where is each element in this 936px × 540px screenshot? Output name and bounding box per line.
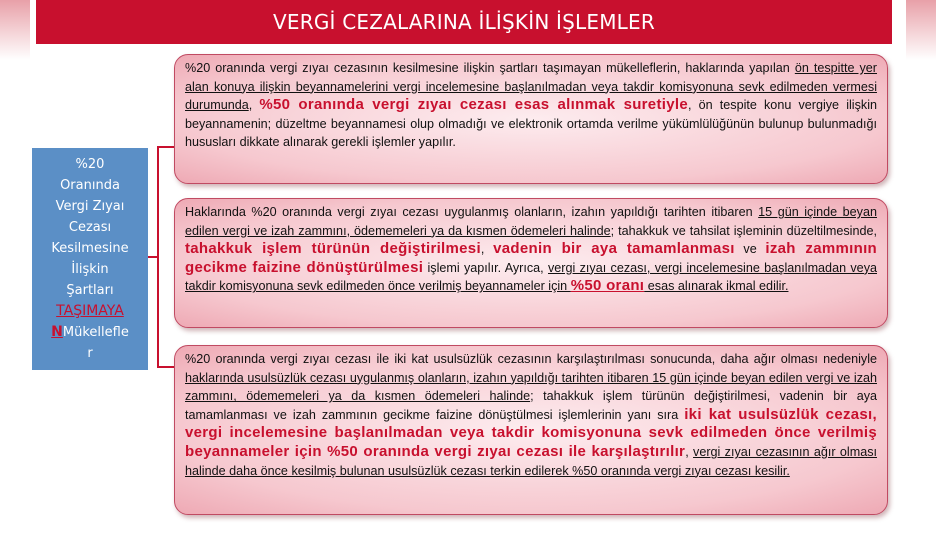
card-text: , ön tespite konu vergiye ilişkin beyannamenin; düzeltme beyannamesi olup olmadığı ve elektronik ortamda verilme yükümlülüğünün bulunup bulunmadığı hususları dikkate alınarak gerekli işlemler yapılır. — [185, 98, 877, 150]
card-text: %20 oranında vergi zıyaı cezası ile iki kat usulsüzlük cezasının karşılaştırılması sonucunda, daha ağır olması nedeniyle — [185, 352, 877, 366]
card-text-emphasis: iki kat usulsüzlük cezası, vergi incelemesine başlanılmadan veya takdir komisyonuna sevk edilmeden önce verilmiş beyannameler için %50 oranında vergi zıyaı cezası ile karşılaştırılır — [185, 405, 877, 460]
slide-title — [36, 0, 892, 44]
card-text: Haklarında %20 oranında vergi zıyaı cezası uygulanmış olanların, izahın yapıldığı tarihten itibaren — [185, 205, 759, 219]
card-text-emphasis: %50 oranında vergi zıyaı cezası esas alınmak suretiyle — [259, 96, 688, 114]
card-text-underlined: vergi zıyaı cezasının ağır olması halinde daha önce kesilmiş bulunan usulsüzlük cezası terkin edilerek %50 oranında vergi zıyaı cezası kesilir. — [185, 444, 877, 478]
topic-box — [32, 148, 148, 370]
card-text: ; tahakkuk işlem türünün değiştirilmesi, vadenin bir aya tamamlanması ve izah zammının gecikme faizine dönüştülmesi işlemlerinin yanı sıra — [185, 389, 878, 422]
info-card-1 — [174, 54, 888, 184]
topic-line-mukellef — [32, 322, 148, 343]
card-text-underlined: haklarında usulsüzlük cezası uygulanmış olanların, izahın yapıldığı tarihten itibaren 15 gün içinde beyan edilen vergi ve izah zammını, ödememeleri ya da kısmen ödemeleri halinde — [185, 370, 877, 404]
card-text-emphasis: izah zammının gecikme faizine dönüştürülmesi — [185, 240, 877, 276]
topic-line: Kesilmesine — [51, 241, 129, 256]
card-text-underlined: 15 gün içinde beyan edilen vergi ve izah zammını, ödememeleri ya da kısmen ödemeleri halinde — [185, 205, 877, 238]
card-text: , — [685, 444, 694, 459]
card-text-emphasis: vadenin bir aya tamamlanması — [493, 240, 735, 258]
topic-line: İlişkin — [71, 262, 109, 277]
card-text: %20 oranında vergi zıyaı cezasının kesilmesine ilişkin şartları taşımayan mükelleflerin, haklarında yapılan — [185, 61, 795, 75]
card-text-emphasis: %50 oranı — [570, 277, 645, 295]
bracket-connector — [148, 145, 174, 370]
card-text: işlemi yapılır. Ayrıca, — [423, 260, 548, 275]
card-text-underlined: vergi zıyaı cezası, vergi incelemesine başlanılmadan veya takdir komisyonuna sevk edilmeden önce verilmiş beyannameler için — [185, 260, 877, 294]
topic-warning-letter: N — [51, 324, 63, 340]
topic-line: Vergi Zıyaı — [55, 199, 125, 214]
info-card-3 — [174, 345, 888, 515]
info-card-2 — [174, 198, 888, 328]
card-text: , — [480, 242, 494, 257]
card-text: ; tahakkuk ve tahsilat işleminin düzeltilmesinde, — [610, 223, 877, 238]
card-text-emphasis: tahakkuk işlem türünün değiştirilmesi — [185, 240, 481, 258]
topic-line: Cezası — [68, 220, 112, 235]
topic-line: Oranında — [60, 178, 120, 193]
decorative-corner-left — [0, 0, 30, 60]
topic-line: Şartları — [66, 283, 114, 298]
slide-title-text: VERGİ CEZALARINA İLİŞKİN İŞLEMLER — [273, 10, 655, 34]
topic-line: %20 — [75, 157, 105, 172]
card-text: ve — [734, 242, 766, 257]
card-text: , — [248, 98, 260, 113]
card-text-underlined: ön tespitte yer alan konuya ilişkin beyannamelerini vergi incelemesine başlanılmadan veya takdir komisyonuna sevk edilmeden vermesi durumunda — [185, 61, 877, 113]
decorative-corner-right — [906, 0, 936, 60]
topic-line: r — [87, 346, 93, 361]
topic-line-part: Mükellefle — [62, 325, 129, 340]
topic-warning: TAŞIMAYA — [56, 303, 124, 319]
card-text-underlined: esas alınarak ikmal edilir. — [644, 279, 789, 294]
